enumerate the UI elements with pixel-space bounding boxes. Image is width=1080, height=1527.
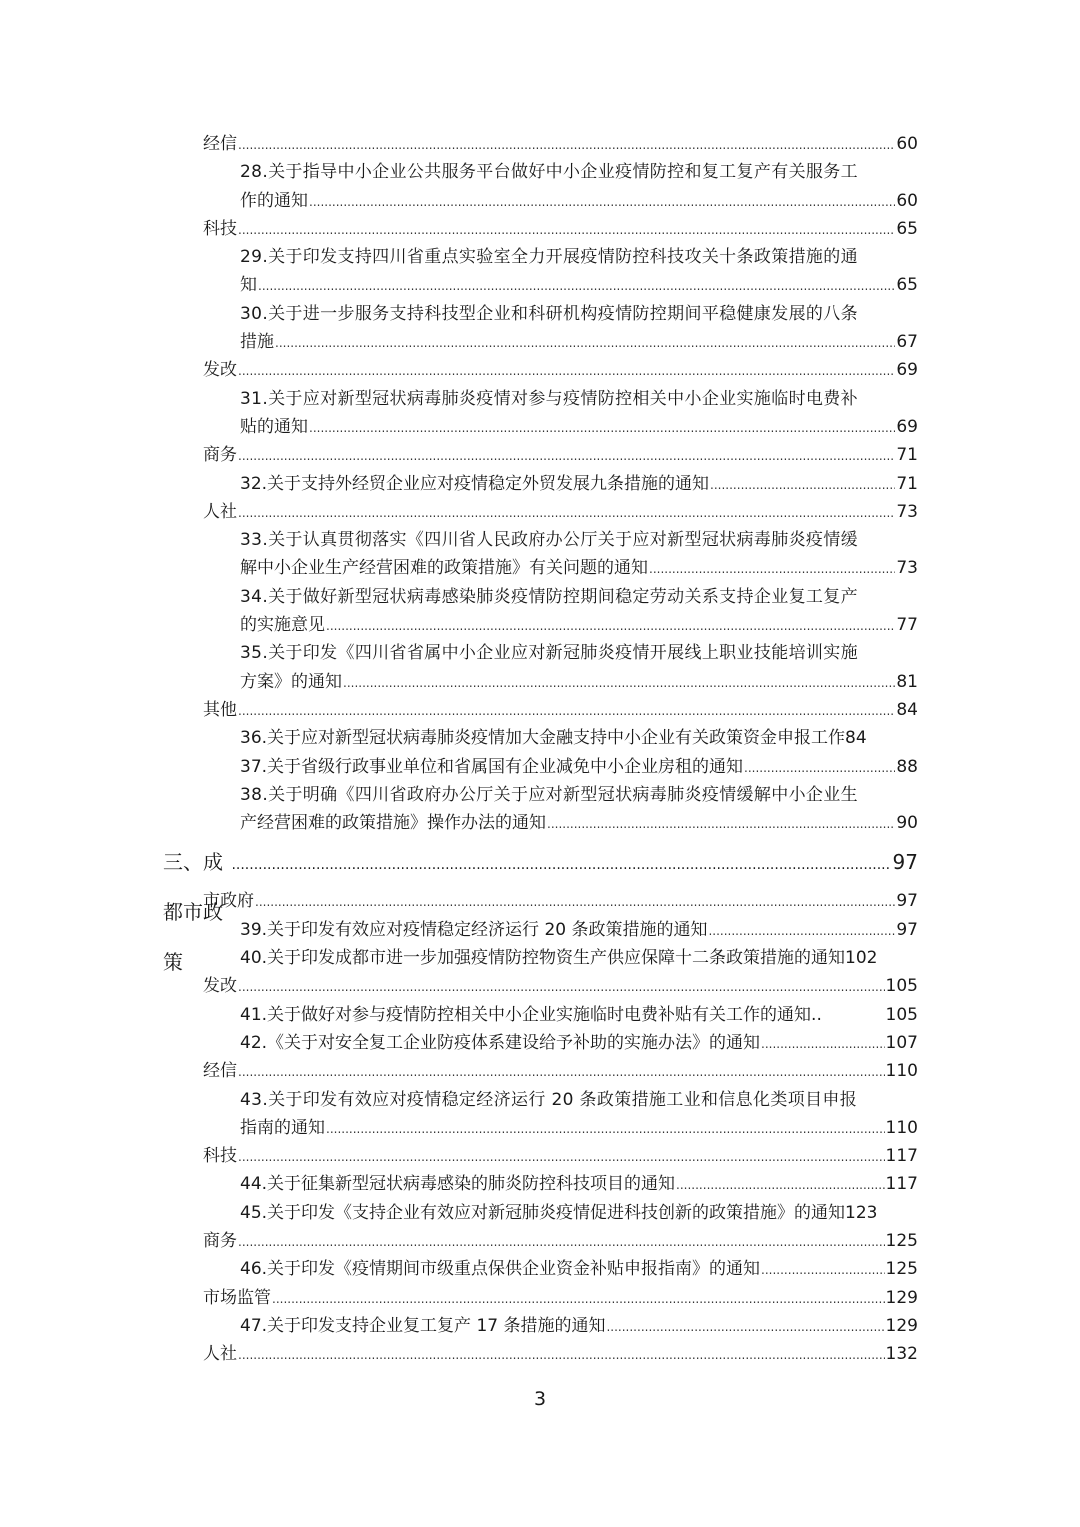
toc-category[interactable]: 科技 ..... 65 — [203, 215, 918, 243]
toc-entry[interactable]: 41.关于做好对参与疫情防控相关中小企业实施临时电费补贴有关工作的通知.. 105 — [203, 1001, 918, 1029]
toc-category[interactable]: 市场监管 ..... 129 — [203, 1284, 918, 1312]
page-ref: 71 — [896, 445, 918, 466]
toc-entry-line[interactable]: 33.关于认真贯彻落实《四川省人民政府办公厅关于应对新型冠状病毒肺炎疫情缓 — [240, 530, 858, 551]
page-ref: 97 — [892, 850, 918, 875]
page-ref: 105 — [885, 1004, 918, 1025]
page-ref: 71 — [896, 473, 918, 494]
leader-dots — [238, 1340, 885, 1369]
toc-entry-line[interactable]: 知 ..... 65 — [203, 271, 918, 299]
toc-entry-line[interactable]: 43.关于印发有效应对疫情稳定经济运行 20 条政策措施工业和信息化类项目申报 — [240, 1089, 858, 1110]
toc-entry-line[interactable]: 31.关于应对新型冠状病毒肺炎疫情对参与疫情防控相关中小企业实施临时电费补 — [240, 388, 858, 409]
toc-entry[interactable]: 46.关于印发《疫情期间市级重点保供企业资金补贴申报指南》的通知 ..... 125 — [203, 1255, 918, 1283]
toc-category[interactable]: 发改 ..... 105 — [203, 972, 918, 1000]
leader-dots — [309, 413, 895, 442]
leader-dots — [238, 1227, 885, 1256]
toc-entry-line[interactable]: 措施 ..... 67 — [203, 328, 918, 356]
page-ref: 60 — [896, 134, 918, 154]
toc-category[interactable]: 发改 ..... 69 — [203, 356, 918, 384]
leader-dots — [238, 130, 895, 159]
toc-entry-line[interactable]: 指南的通知 ..... 110 — [203, 1114, 918, 1142]
page-ref: 65 — [896, 275, 918, 296]
toc-entry-line[interactable]: 的实施意见 ..... 77 — [203, 611, 918, 639]
leader-dots — [547, 809, 895, 838]
toc-category[interactable]: 人社 ..... 73 — [203, 498, 918, 526]
page-ref: 67 — [896, 332, 918, 353]
toc-category[interactable]: 商务 ..... 71 — [203, 441, 918, 469]
toc-entry-line[interactable]: 38.关于明确《四川省政府办公厅关于应对新型冠状病毒肺炎疫情缓解中小企业生 — [240, 784, 858, 805]
toc-entry-line[interactable]: 产经营困难的政策措施》操作办法的通知 ..... 90 — [203, 809, 918, 837]
leader-dots — [326, 1114, 885, 1143]
toc-entry[interactable]: 47.关于印发支持企业复工复产 17 条措施的通知 ..... 129 — [203, 1312, 918, 1340]
toc-entry[interactable]: 37.关于省级行政事业单位和省属国有企业减免中小企业房租的通知 ..... 88 — [203, 753, 918, 781]
page-ref: 107 — [885, 1032, 918, 1053]
page-ref: 117 — [885, 1174, 918, 1195]
toc-category[interactable]: 人社 ..... 132 — [203, 1340, 918, 1368]
leader-dots — [275, 328, 895, 357]
leader-dots — [343, 668, 895, 697]
toc-entry[interactable]: 32.关于支持外经贸企业应对疫情稳定外贸发展九条措施的通知 ..... 71 — [203, 470, 918, 498]
toc-entry-line[interactable]: 34.关于做好新型冠状病毒感染肺炎疫情防控期间稳定劳动关系支持企业复工复产 — [240, 586, 858, 607]
page-ref: 60 — [896, 190, 918, 211]
page-ref: 97 — [896, 919, 918, 940]
toc-entry-line[interactable]: 35.关于印发《四川省省属中小企业应对新冠肺炎疫情开展线上职业技能培训实施 — [240, 643, 858, 664]
leader-dots — [238, 356, 895, 385]
toc-category[interactable]: 经信 ..... 110 — [203, 1057, 918, 1085]
page-ref: 129 — [885, 1315, 918, 1336]
page-ref: 90 — [896, 813, 918, 834]
page-ref: 77 — [896, 615, 918, 636]
page-ref: 117 — [885, 1146, 918, 1167]
toc-entry-line[interactable]: 方案》的通知 ..... 81 — [203, 668, 918, 696]
leader-dots — [238, 1057, 885, 1086]
page-ref: 129 — [885, 1287, 918, 1308]
leader-dots — [710, 470, 895, 499]
toc-entry[interactable]: 44.关于征集新型冠状病毒感染的肺炎防控科技项目的通知 ..... 117 — [203, 1170, 918, 1198]
page-ref: 97 — [896, 891, 918, 912]
toc-entry[interactable]: 45.关于印发《支持企业有效应对新冠肺炎疫情促进科技创新的政策措施》的通知123 — [240, 1202, 878, 1223]
leader-dots — [238, 972, 885, 1001]
leader-dots — [238, 1142, 885, 1171]
leader-dots — [744, 753, 895, 782]
page-ref: 73 — [896, 501, 918, 522]
leader-dots — [258, 271, 895, 300]
page-ref: 84 — [896, 699, 918, 720]
page-ref: 81 — [896, 671, 918, 692]
toc-entry[interactable]: 40.关于印发成都市进一步加强疫情防控物资生产供应保障十二条政策措施的通知102 — [240, 948, 878, 969]
toc-entry-line[interactable]: 解中小企业生产经营困难的政策措施》有关问题的通知 ..... 73 — [203, 554, 918, 582]
leader-dots — [326, 611, 895, 640]
leader-dots — [238, 441, 895, 470]
page-ref: 88 — [896, 756, 918, 777]
leader-dots — [649, 554, 895, 583]
toc-section-heading[interactable]: 三、成都市政策 ..... 97 — [163, 837, 918, 887]
toc-entry-line[interactable]: 30.关于进一步服务支持科技型企业和科研机构疫情防控期间平稳健康发展的八条 — [240, 303, 858, 324]
leader-dots — [255, 887, 895, 916]
page-ref: 69 — [896, 416, 918, 437]
leader-dots — [761, 1255, 885, 1284]
leader-dots — [606, 1312, 884, 1341]
leader-dots — [238, 215, 895, 244]
page-ref: 132 — [885, 1344, 918, 1365]
page-ref: 65 — [896, 218, 918, 239]
toc-entry[interactable]: 42.《关于对安全复工企业防疫体系建设给予补助的实施办法》的通知 ..... 107 — [203, 1029, 918, 1057]
page-ref: 125 — [885, 1259, 918, 1280]
toc-entry-line[interactable]: 28.关于指导中小企业公共服务平台做好中小企业疫情防控和复工复产有关服务工 — [240, 162, 858, 183]
toc-entry-line[interactable]: 作的通知 ..... 60 — [203, 187, 918, 215]
leader-dots — [676, 1170, 885, 1199]
leader-dots — [238, 696, 895, 725]
toc-entry[interactable]: 36.关于应对新型冠状病毒肺炎疫情加大金融支持中小企业有关政策资金申报工作84 — [240, 728, 867, 749]
page-ref: 125 — [885, 1230, 918, 1251]
toc-category[interactable]: 科技 ..... 117 — [203, 1142, 918, 1170]
toc-category[interactable]: 其他 ..... 84 — [203, 696, 918, 724]
toc-category[interactable]: 商务 ..... 125 — [203, 1227, 918, 1255]
page-number: 3 — [533, 1388, 547, 1410]
leader-dots — [238, 498, 895, 527]
leader-dots — [761, 1029, 885, 1058]
table-of-contents — [163, 130, 918, 1368]
toc-entry-line[interactable]: 贴的通知 ..... 69 — [203, 413, 918, 441]
toc-category[interactable]: 市政府 ..... 97 — [203, 887, 918, 915]
page-ref: 69 — [896, 360, 918, 381]
leader-dots — [708, 916, 895, 945]
toc-category[interactable]: 经信 ..... 60 — [203, 130, 918, 158]
page-ref: 110 — [885, 1061, 918, 1082]
page-ref: 110 — [885, 1117, 918, 1138]
toc-entry[interactable]: 39.关于印发有效应对疫情稳定经济运行 20 条政策措施的通知 ..... 97 — [203, 916, 918, 944]
toc-entry-line[interactable]: 29.关于印发支持四川省重点实验室全力开展疫情防控科技攻关十条政策措施的通 — [240, 247, 858, 268]
leader-dots — [231, 837, 890, 890]
page-ref: 105 — [885, 976, 918, 997]
leader-dots — [272, 1284, 885, 1313]
leader-dots — [309, 187, 895, 216]
page-ref: 73 — [896, 558, 918, 579]
